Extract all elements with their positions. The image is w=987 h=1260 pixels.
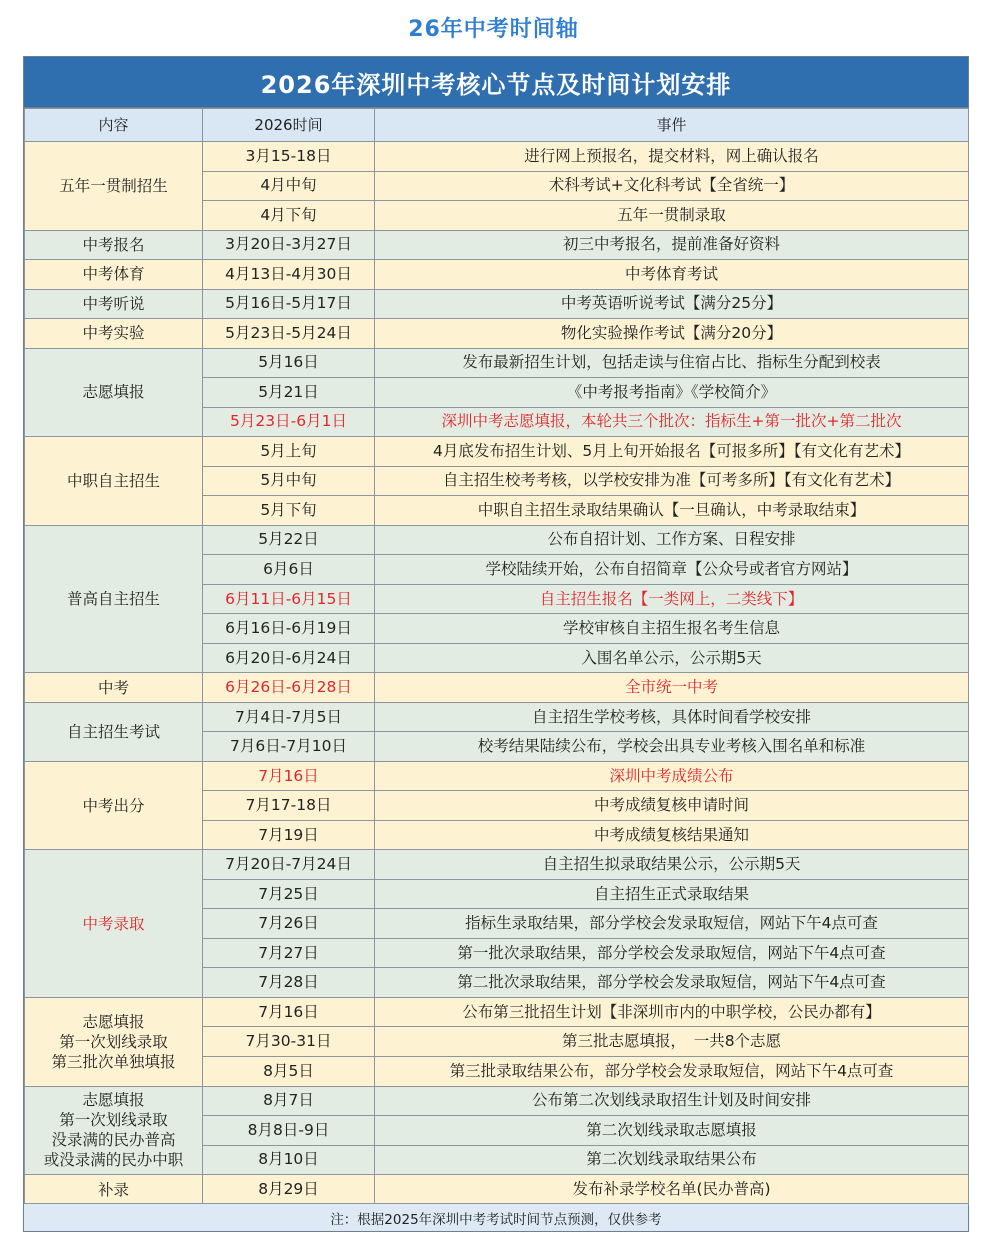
time-cell: 4月中旬 bbox=[203, 171, 375, 201]
event-cell: 第三批录取结果公布，部分学校会发录取短信，网站下午4点可查 bbox=[375, 1057, 969, 1087]
page-title: 26年中考时间轴 bbox=[408, 17, 579, 42]
time-cell: 6月20日-6月24日 bbox=[203, 643, 375, 673]
schedule-row bbox=[25, 142, 969, 172]
schedule-table bbox=[24, 108, 969, 1205]
event-cell: 第二次划线录取结果公布 bbox=[375, 1145, 969, 1175]
category-cell: 志愿填报 第一次划线录取 没录满的民办普高 或没录满的民办中职 bbox=[25, 1086, 203, 1175]
event-cell: 中职自主招生录取结果确认【一旦确认，中考录取结束】 bbox=[375, 496, 969, 526]
time-cell: 7月30-31日 bbox=[203, 1027, 375, 1057]
category-cell: 普高自主招生 bbox=[25, 525, 203, 673]
time-cell: 8月8日-9日 bbox=[203, 1116, 375, 1146]
time-cell: 8月29日 bbox=[203, 1175, 375, 1205]
event-cell: 《中考报考指南》《学校简介》 bbox=[375, 378, 969, 408]
table-header-row bbox=[25, 109, 969, 142]
schedule-row bbox=[25, 525, 969, 555]
time-cell: 7月25日 bbox=[203, 879, 375, 909]
time-cell: 3月20日-3月27日 bbox=[203, 230, 375, 260]
time-cell: 6月11日-6月15日 bbox=[203, 584, 375, 614]
event-cell: 第二次划线录取志愿填报 bbox=[375, 1116, 969, 1146]
schedule-row bbox=[25, 230, 969, 260]
time-cell: 6月6日 bbox=[203, 555, 375, 585]
event-cell: 深圳中考成绩公布 bbox=[375, 761, 969, 791]
time-cell: 7月6日-7月10日 bbox=[203, 732, 375, 762]
event-cell: 学校审核自主招生报名考生信息 bbox=[375, 614, 969, 644]
event-cell: 第二批次录取结果，部分学校会发录取短信，网站下午4点可查 bbox=[375, 968, 969, 998]
time-cell: 5月下旬 bbox=[203, 496, 375, 526]
schedule-row bbox=[25, 1175, 969, 1205]
event-cell: 进行网上预报名，提交材料，网上确认报名 bbox=[375, 142, 969, 172]
time-cell: 4月下旬 bbox=[203, 201, 375, 231]
footnote: 注：根据2025年深圳中考考试时间节点预测，仅供参考 bbox=[24, 1203, 968, 1231]
event-cell: 初三中考报名，提前准备好资料 bbox=[375, 230, 969, 260]
time-cell: 5月中旬 bbox=[203, 466, 375, 496]
event-cell: 自主招生学校考核，具体时间看学校安排 bbox=[375, 702, 969, 732]
event-cell: 公布第二次划线录取招生计划及时间安排 bbox=[375, 1086, 969, 1116]
event-cell: 自主招生校考考核，以学校安排为准【可考多所】【有文化有艺术】 bbox=[375, 466, 969, 496]
time-cell: 7月16日 bbox=[203, 761, 375, 791]
event-cell: 学校陆续开始，公布自招简章【公众号或者官方网站】 bbox=[375, 555, 969, 585]
time-cell: 7月28日 bbox=[203, 968, 375, 998]
time-cell: 3月15-18日 bbox=[203, 142, 375, 172]
schedule-row bbox=[25, 289, 969, 319]
event-cell: 深圳中考志愿填报，本轮共三个批次：指标生+第一批次+第二批次 bbox=[375, 407, 969, 437]
schedule-row bbox=[25, 1086, 969, 1116]
event-cell: 自主招生报名【一类网上，二类线下】 bbox=[375, 584, 969, 614]
event-cell: 公布第三批招生计划【非深圳市内的中职学校，公民办都有】 bbox=[375, 997, 969, 1027]
event-cell: 4月底发布招生计划、5月上旬开始报名【可报多所】【有文化有艺术】 bbox=[375, 437, 969, 467]
event-cell: 第三批志愿填报， 一共8个志愿 bbox=[375, 1027, 969, 1057]
time-cell: 5月23日-6月1日 bbox=[203, 407, 375, 437]
category-cell: 中考 bbox=[25, 673, 203, 703]
category-cell: 中考实验 bbox=[25, 319, 203, 349]
schedule-row bbox=[25, 673, 969, 703]
schedule-row bbox=[25, 761, 969, 791]
time-cell: 4月13日-4月30日 bbox=[203, 260, 375, 290]
event-cell: 自主招生拟录取结果公示，公示期5天 bbox=[375, 850, 969, 880]
event-cell: 指标生录取结果，部分学校会发录取短信，网站下午4点可查 bbox=[375, 909, 969, 939]
time-cell: 5月16日-5月17日 bbox=[203, 289, 375, 319]
event-cell: 公布自招计划、工作方案、日程安排 bbox=[375, 525, 969, 555]
event-cell: 第一批次录取结果，部分学校会发录取短信，网站下午4点可查 bbox=[375, 938, 969, 968]
category-cell: 补录 bbox=[25, 1175, 203, 1205]
time-cell: 6月16日-6月19日 bbox=[203, 614, 375, 644]
schedule-panel bbox=[23, 56, 969, 1232]
event-cell: 中考体育考试 bbox=[375, 260, 969, 290]
time-cell: 5月23日-5月24日 bbox=[203, 319, 375, 349]
event-cell: 中考成绩复核结果通知 bbox=[375, 820, 969, 850]
schedule-row bbox=[25, 850, 969, 880]
event-cell: 术科考试+文化科考试【全省统一】 bbox=[375, 171, 969, 201]
time-cell: 8月7日 bbox=[203, 1086, 375, 1116]
event-cell: 入围名单公示，公示期5天 bbox=[375, 643, 969, 673]
time-cell: 7月17-18日 bbox=[203, 791, 375, 821]
event-cell: 物化实验操作考试【满分20分】 bbox=[375, 319, 969, 349]
table-banner-title: 2026年深圳中考核心节点及时间计划安排 bbox=[24, 57, 968, 108]
category-cell: 中考出分 bbox=[25, 761, 203, 850]
category-cell: 中考体育 bbox=[25, 260, 203, 290]
header-event: 事件 bbox=[375, 109, 969, 142]
time-cell: 7月27日 bbox=[203, 938, 375, 968]
category-cell: 中考报名 bbox=[25, 230, 203, 260]
time-cell: 7月16日 bbox=[203, 997, 375, 1027]
event-cell: 中考成绩复核申请时间 bbox=[375, 791, 969, 821]
header-time: 2026时间 bbox=[203, 109, 375, 142]
event-cell: 中考英语听说考试【满分25分】 bbox=[375, 289, 969, 319]
category-cell: 志愿填报 第一次划线录取 第三批次单独填报 bbox=[25, 997, 203, 1086]
event-cell: 自主招生正式录取结果 bbox=[375, 879, 969, 909]
category-cell: 中考录取 bbox=[25, 850, 203, 998]
time-cell: 5月上旬 bbox=[203, 437, 375, 467]
event-cell: 全市统一中考 bbox=[375, 673, 969, 703]
time-cell: 7月19日 bbox=[203, 820, 375, 850]
category-cell: 五年一贯制招生 bbox=[25, 142, 203, 231]
time-cell: 6月26日-6月28日 bbox=[203, 673, 375, 703]
header-category: 内容 bbox=[25, 109, 203, 142]
schedule-row bbox=[25, 702, 969, 732]
time-cell: 7月20日-7月24日 bbox=[203, 850, 375, 880]
category-cell: 中考听说 bbox=[25, 289, 203, 319]
category-cell: 志愿填报 bbox=[25, 348, 203, 437]
time-cell: 7月4日-7月5日 bbox=[203, 702, 375, 732]
schedule-row bbox=[25, 437, 969, 467]
time-cell: 8月5日 bbox=[203, 1057, 375, 1087]
schedule-row bbox=[25, 997, 969, 1027]
category-cell: 自主招生考试 bbox=[25, 702, 203, 761]
category-cell: 中职自主招生 bbox=[25, 437, 203, 526]
time-cell: 5月16日 bbox=[203, 348, 375, 378]
schedule-row bbox=[25, 348, 969, 378]
event-cell: 校考结果陆续公布，学校会出具专业考核入围名单和标准 bbox=[375, 732, 969, 762]
schedule-row bbox=[25, 260, 969, 290]
event-cell: 五年一贯制录取 bbox=[375, 201, 969, 231]
event-cell: 发布补录学校名单(民办普高) bbox=[375, 1175, 969, 1205]
event-cell: 发布最新招生计划，包括走读与住宿占比、指标生分配到校表 bbox=[375, 348, 969, 378]
schedule-row bbox=[25, 319, 969, 349]
time-cell: 5月22日 bbox=[203, 525, 375, 555]
time-cell: 8月10日 bbox=[203, 1145, 375, 1175]
time-cell: 7月26日 bbox=[203, 909, 375, 939]
time-cell: 5月21日 bbox=[203, 378, 375, 408]
